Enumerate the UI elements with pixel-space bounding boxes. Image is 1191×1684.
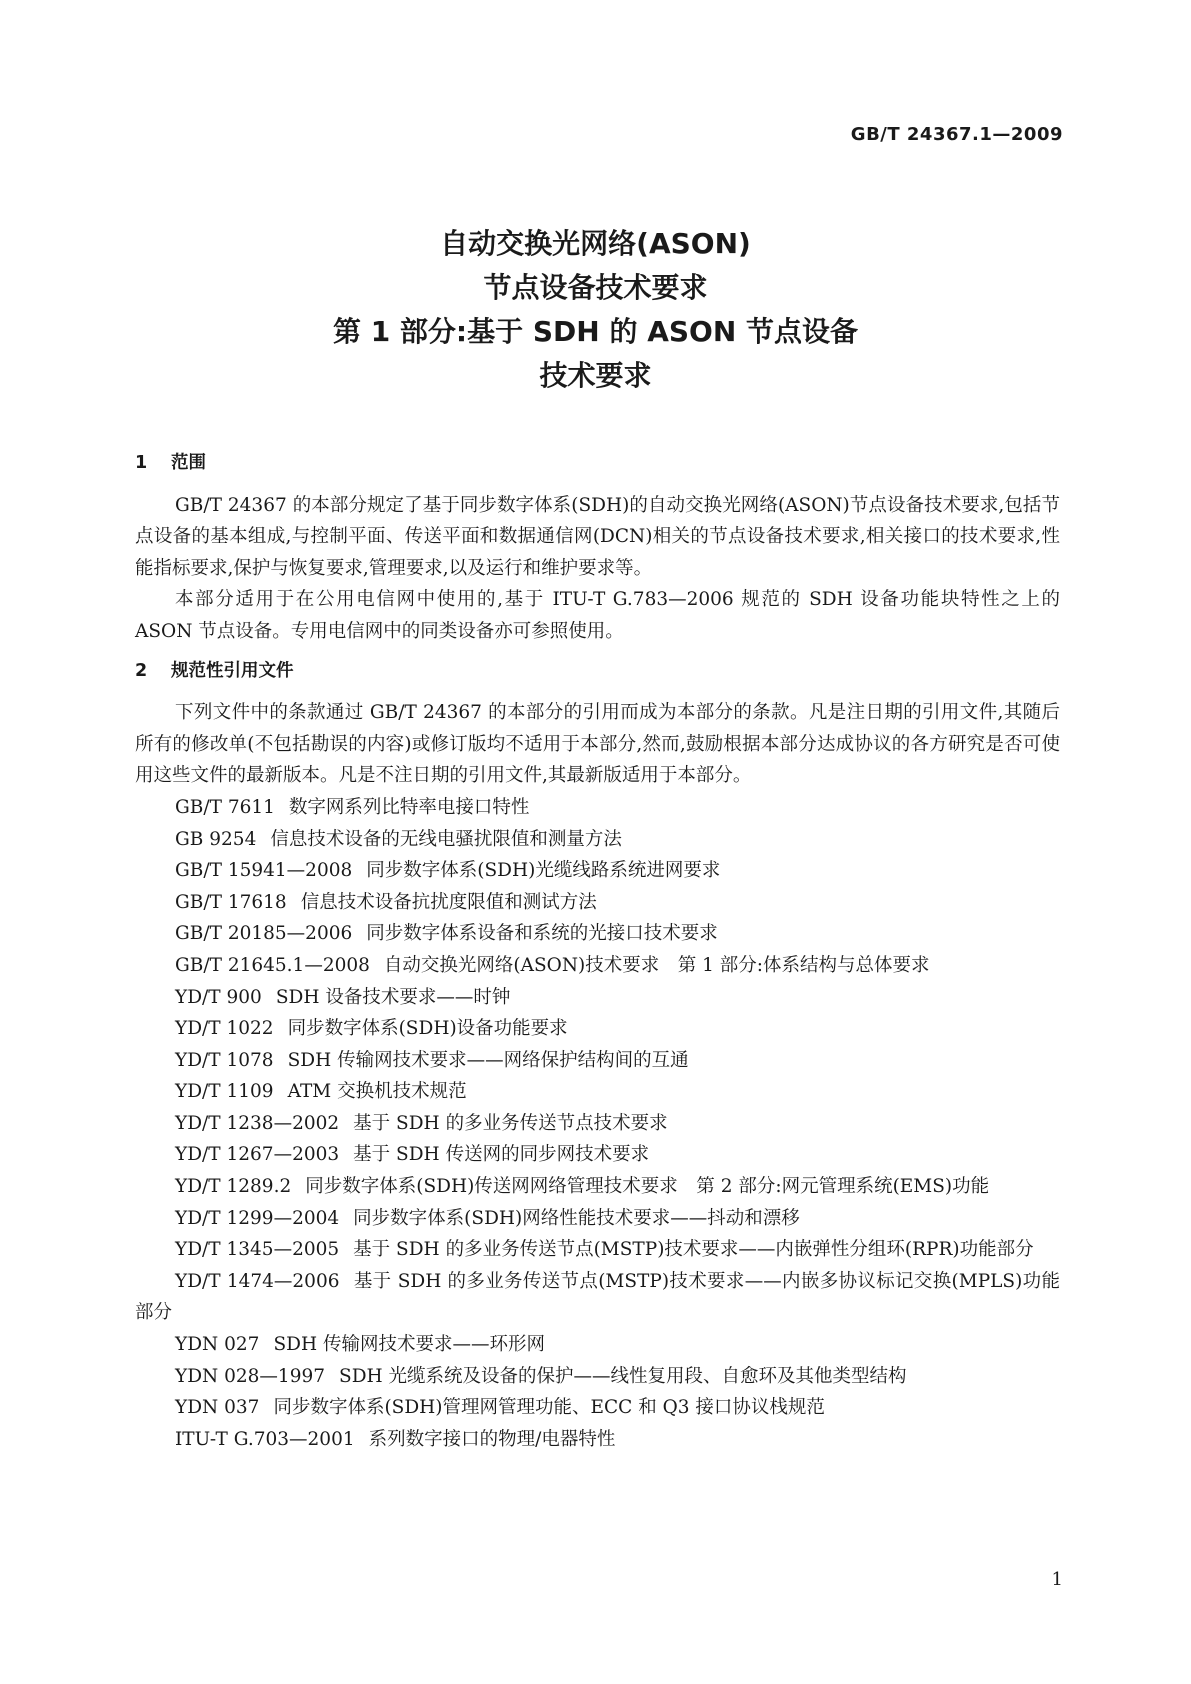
- reference-title: SDH 设备技术要求——时钟: [275, 986, 511, 1008]
- reference-code: YD/T 1345—2005: [175, 1239, 340, 1261]
- reference-code: YD/T 1267—2003: [175, 1144, 340, 1166]
- reference-code: GB 9254: [175, 828, 257, 850]
- reference-item: [135, 1361, 1060, 1393]
- reference-code: YD/T 1299—2004: [175, 1207, 340, 1229]
- section-number: 1: [135, 453, 148, 473]
- reference-item: [135, 1329, 1060, 1361]
- reference-item: [135, 792, 1060, 824]
- document-body: [135, 448, 1060, 1455]
- reference-title: SDH 光缆系统及设备的保护——线性复用段、自愈环及其他类型结构: [339, 1365, 907, 1387]
- reference-code: YDN 028—1997: [175, 1365, 326, 1387]
- page-number: 1: [1051, 1569, 1063, 1590]
- reference-title: 数字网系列比特率电接口特性: [288, 796, 530, 818]
- reference-title: 同步数字体系(SDH)网络性能技术要求——抖动和漂移: [353, 1207, 800, 1229]
- reference-item: [135, 824, 1060, 856]
- reference-code: YD/T 1022: [175, 1018, 274, 1040]
- reference-code: YDN 027: [175, 1334, 260, 1356]
- reference-title: ATM 交换机技术规范: [287, 1081, 467, 1103]
- reference-code: GB/T 21645.1—2008: [175, 954, 370, 976]
- reference-code: YD/T 1109: [175, 1081, 274, 1103]
- reference-title: 同步数字体系(SDH)光缆线路系统进网要求: [366, 860, 721, 882]
- reference-item: [135, 1266, 1060, 1329]
- reference-code: YD/T 1474—2006: [175, 1270, 340, 1292]
- reference-code: YDN 037: [175, 1397, 260, 1419]
- reference-code: GB/T 15941—2008: [175, 860, 353, 882]
- standard-number: GB/T 24367.1—2009: [850, 124, 1063, 145]
- reference-item: [135, 1108, 1060, 1140]
- section-heading-scope: [135, 448, 1060, 480]
- section-number: 2: [135, 660, 148, 681]
- reference-item: [135, 1203, 1060, 1235]
- scope-paragraph: 本部分适用于在公用电信网中使用的,基于 ITU-T G.783—2006 规范的 SDH 设备功能块特性之上的 ASON 节点设备。专用电信网中的同类设备亦可参照使用。: [135, 589, 1060, 642]
- reference-code: ITU-T G.703—2001: [175, 1428, 355, 1450]
- section-title: 范围: [171, 453, 206, 473]
- reference-code: YD/T 1078: [175, 1049, 274, 1071]
- title-line-4: 技术要求: [539, 359, 652, 392]
- reference-code: GB/T 17618: [175, 891, 287, 913]
- reference-title: 基于 SDH 的多业务传送节点(MSTP)技术要求——内嵌弹性分组环(RPR)功能部分: [353, 1239, 1034, 1261]
- reference-item: [135, 982, 1060, 1014]
- reference-item: [135, 887, 1060, 919]
- section-heading-references: [135, 656, 1060, 688]
- reference-list: [135, 792, 1060, 1455]
- reference-item: [135, 950, 1060, 982]
- reference-title: 同步数字体系(SDH)管理网管理功能、ECC 和 Q3 接口协议栈规范: [273, 1397, 825, 1419]
- section-title: 规范性引用文件: [171, 660, 294, 681]
- reference-title: SDH 传输网技术要求——网络保护结构间的互通: [287, 1049, 689, 1071]
- reference-item: [135, 1171, 1060, 1203]
- reference-item: [135, 1392, 1060, 1424]
- document-title: [0, 222, 1191, 398]
- reference-item: [135, 1234, 1060, 1266]
- reference-code: YD/T 1238—2002: [175, 1112, 340, 1134]
- reference-title: 信息技术设备抗扰度限值和测试方法: [300, 891, 597, 913]
- reference-title: 同步数字体系(SDH)传送网网络管理技术要求 第 2 部分:网元管理系统(EMS)功能: [305, 1176, 990, 1198]
- reference-title: 系列数字接口的物理/电器特性: [368, 1428, 616, 1450]
- reference-code: GB/T 7611: [175, 796, 275, 818]
- title-line-3: 第 1 部分:基于 SDH 的 ASON 节点设备: [332, 315, 859, 348]
- reference-item: [135, 1139, 1060, 1171]
- reference-title: SDH 传输网技术要求——环形网: [273, 1334, 545, 1356]
- reference-code: YD/T 900: [175, 986, 262, 1008]
- reference-item: [135, 1424, 1060, 1456]
- reference-code: GB/T 20185—2006: [175, 923, 353, 945]
- reference-title: 基于 SDH 的多业务传送节点(MSTP)技术要求——内嵌多协议标记交换(MPLS)功能部分: [135, 1270, 1060, 1324]
- title-line-1: 自动交换光网络(ASON): [440, 227, 751, 260]
- title-line-2: 节点设备技术要求: [483, 271, 708, 304]
- reference-title: 自动交换光网络(ASON)技术要求 第 1 部分:体系结构与总体要求: [383, 954, 930, 976]
- reference-title: 同步数字体系设备和系统的光接口技术要求: [366, 923, 718, 945]
- reference-item: [135, 1013, 1060, 1045]
- reference-title: 基于 SDH 传送网的同步网技术要求: [353, 1144, 650, 1166]
- reference-item: [135, 1076, 1060, 1108]
- reference-code: YD/T 1289.2: [175, 1176, 292, 1198]
- reference-title: 同步数字体系(SDH)设备功能要求: [287, 1018, 568, 1040]
- scope-paragraph: GB/T 24367 的本部分规定了基于同步数字体系(SDH)的自动交换光网络(ASON)节点设备技术要求,包括节点设备的基本组成,与控制平面、传送平面和数据通信网(DCN)相关的节点设备技术要求,相关接口的技术要求,性能指标要求,保护与恢复要求,管理要求,以及运行和维护要求等。: [135, 494, 1060, 579]
- reference-item: [135, 918, 1060, 950]
- reference-item: [135, 1045, 1060, 1077]
- reference-item: [135, 855, 1060, 887]
- references-intro: 下列文件中的条款通过 GB/T 24367 的本部分的引用而成为本部分的条款。凡是注日期的引用文件,其随后所有的修改单(不包括勘误的内容)或修订版均不适用于本部分,然而,鼓励根据本部分达成协议的各方研究是否可使用这些文件的最新版本。凡是不注日期的引用文件,其最新版适用于本部分。: [135, 702, 1060, 787]
- reference-title: 基于 SDH 的多业务传送节点技术要求: [353, 1112, 668, 1134]
- reference-title: 信息技术设备的无线电骚扰限值和测量方法: [270, 828, 622, 850]
